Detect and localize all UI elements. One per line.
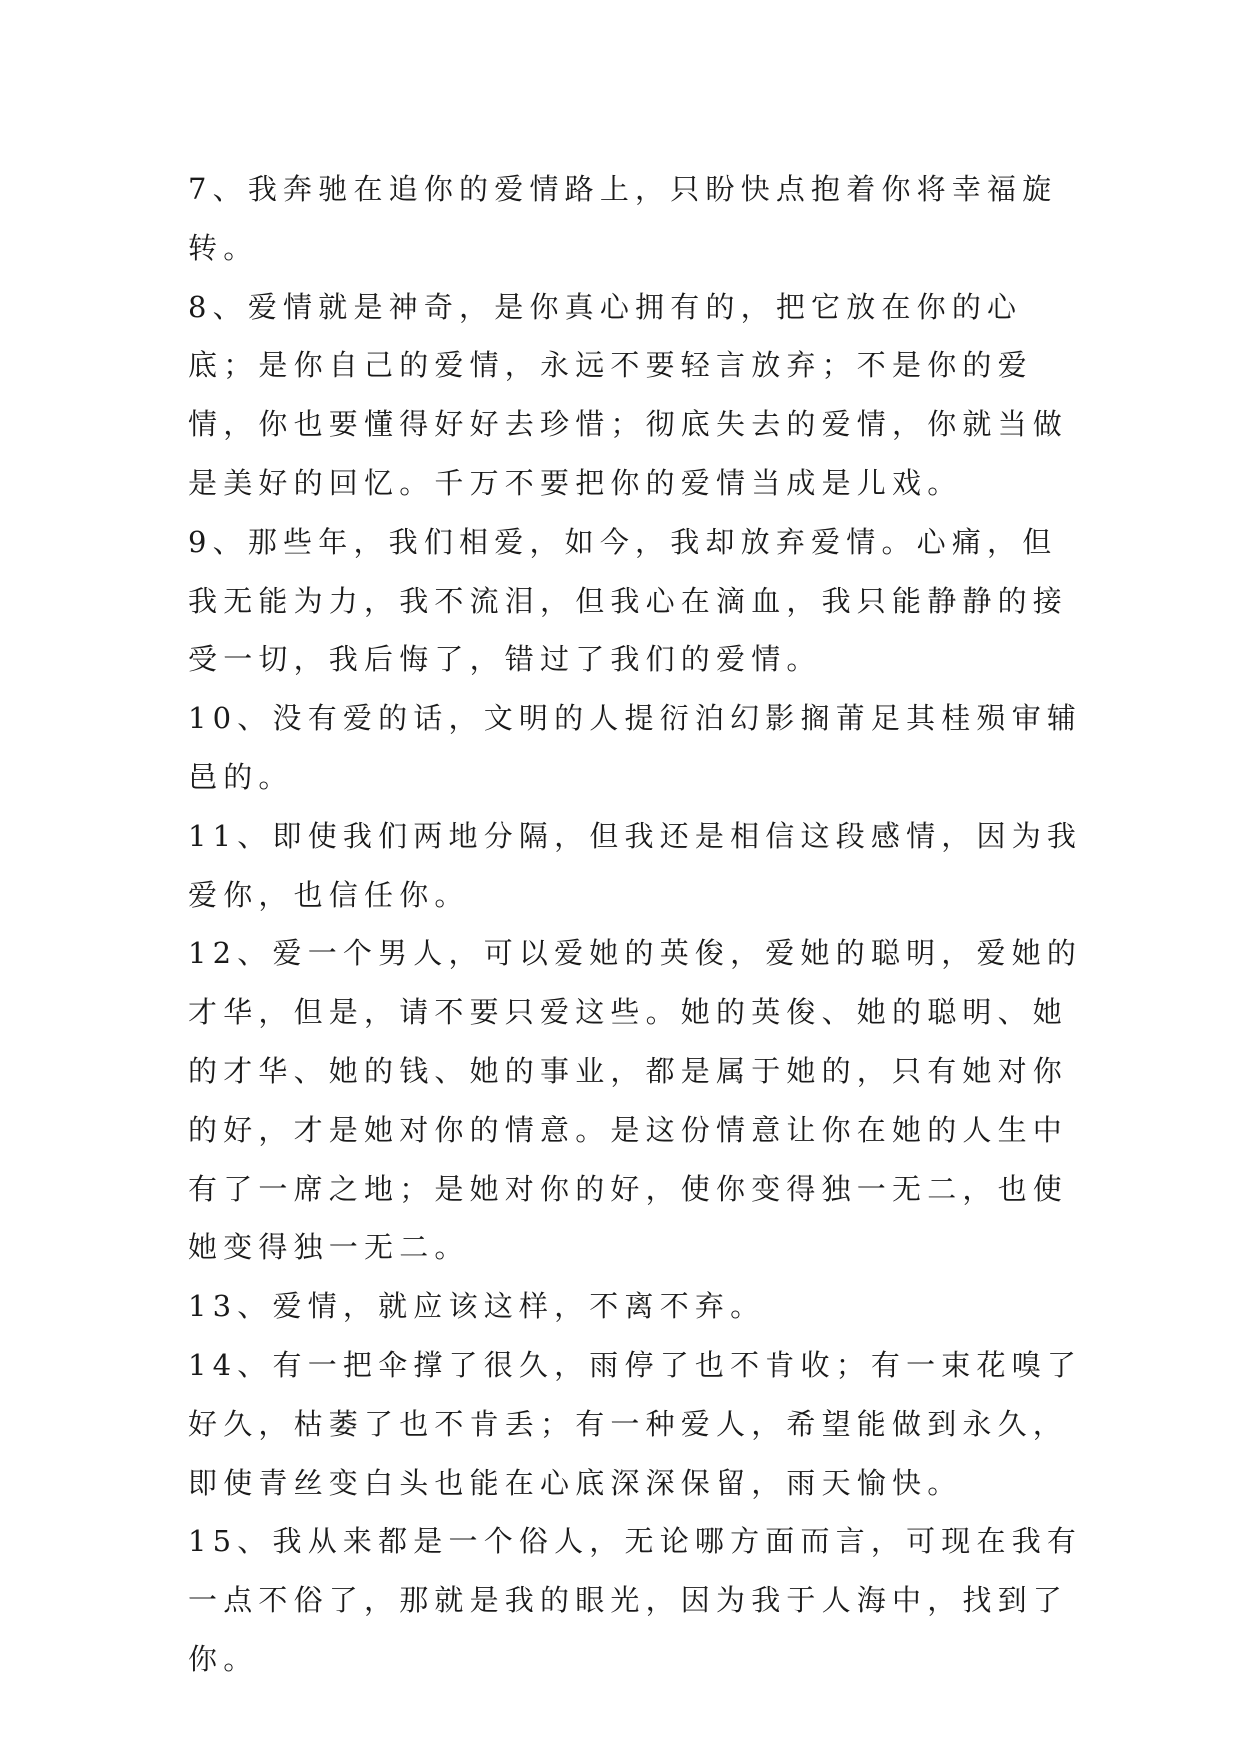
paragraph-7: 7、我奔驰在追你的爱情路上，只盼快点抱着你将幸福旋转。	[188, 172, 1058, 265]
paragraph-15: 15、我从来都是一个俗人，无论哪方面而言，可现在我有一点不俗了，那就是我的眼光，因为我于人海中，找到了你。	[188, 1524, 1083, 1676]
document-body	[188, 160, 1088, 1689]
paragraph-11: 11、即使我们两地分隔，但我还是相信这段感情，因为我爱你，也信任你。	[188, 818, 1083, 912]
paragraph-10: 10、没有爱的话，文明的人提衍泊幻影搁莆足其桂殒审辅邑的。	[188, 701, 1083, 794]
paragraph-13: 13、爱情，就应该这样，不离不弃。	[188, 1289, 766, 1324]
paragraph-8: 8、爱情就是神奇，是你真心拥有的，把它放在你的心底；是你自己的爱情，永远不要轻言放弃；不是你的爱情，你也要懂得好好去珍惜；彻底失去的爱情，你就当做是美好的回忆。千万不要把你的爱情当成是儿戏。	[188, 289, 1069, 500]
paragraph-14: 14、有一把伞撑了很久，雨停了也不肯收；有一束花嗅了好久，枯萎了也不肯丢；有一种爱人，希望能做到永久，即使青丝变白头也能在心底深深保留，雨天愉快。	[188, 1347, 1083, 1500]
paragraph-9: 9、那些年，我们相爱，如今，我却放弃爱情。心痛，但我无能为力，我不流泪，但我心在滴血，我只能静静的接受一切，我后悔了，错过了我们的爱情。	[188, 524, 1069, 677]
paragraph-12: 12、爱一个男人，可以爱她的英俊，爱她的聪明，爱她的才华，但是，请不要只爱这些。她的英俊、她的聪明、她的才华、她的钱、她的事业，都是属于她的，只有她对你的好，才是她对你的情意。是这份情意让你在她的人生中有了一席之地；是她对你的好，使你变得独一无二，也使她变得独一无二。	[188, 936, 1083, 1265]
